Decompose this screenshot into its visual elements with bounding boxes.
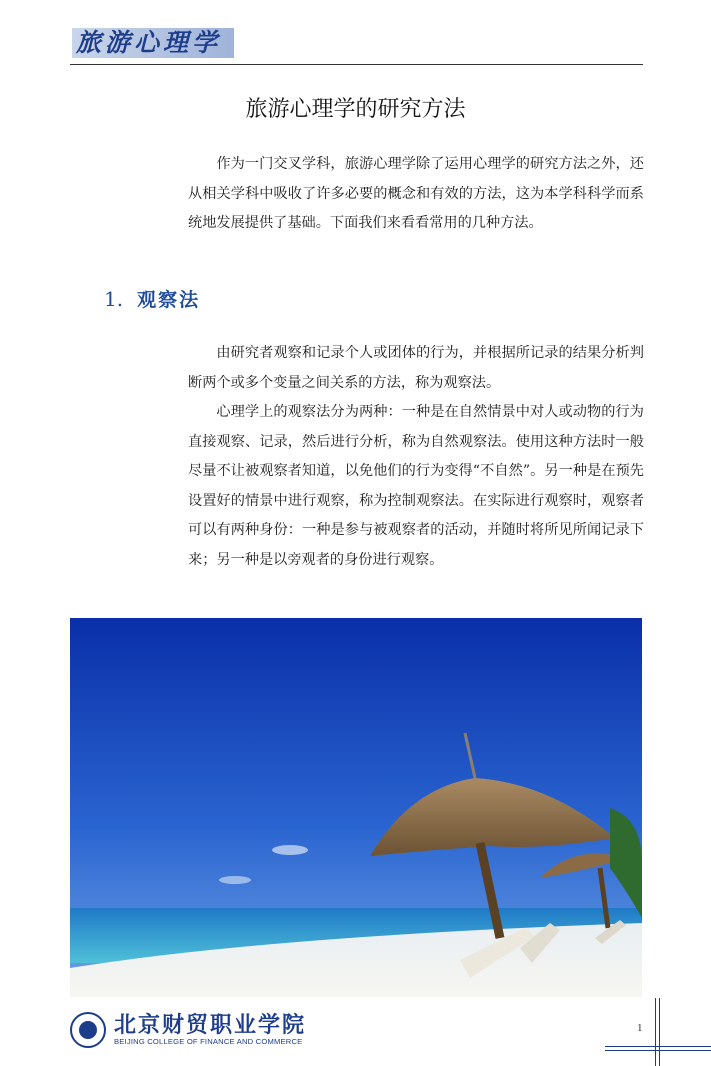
section-paragraph-2: 心理学上的观察法分为两种：一种是在自然情景中对人或动物的行为直接观察、记录，然后进行分析，称为自然观察法。使用这种方法时一般尽量不让被观察者知道，以免他们的行为变得“不自然”。另一种是在预先设置好的情景中进行观察，称为控制观察法。在实际进行观察时，观察者可以有两种身份：一种是参与被观察者的活动，并随时将所见所闻记录下来；另一种是以旁观者的身份进行观察。: [188, 404, 644, 568]
college-name-en: BEIJING COLLEGE OF FINANCE AND COMMERCE: [114, 1037, 303, 1046]
section-heading: [104, 285, 200, 315]
section-number: 1.: [104, 287, 124, 311]
header-rule: [70, 64, 643, 65]
college-name-cn: 北京财贸职业学院: [114, 1012, 307, 1038]
corner-line: [655, 998, 656, 1066]
section-title: 观察法: [137, 289, 201, 311]
corner-line: [605, 1050, 711, 1051]
corner-line: [659, 998, 660, 1066]
page-number: 1: [637, 1022, 643, 1034]
college-logo: [70, 1010, 306, 1050]
header-title: 旅游心理学: [72, 28, 234, 58]
college-seal-icon: [70, 1012, 106, 1048]
section-paragraph-1: 由研究者观察和记录个人或团体的行为，并根据所记录的结果分析判断两个或多个变量之间关系的方法，称为观察法。: [188, 345, 644, 391]
page-title: 旅游心理学的研究方法: [245, 97, 466, 122]
intro-paragraph: 作为一门交叉学科，旅游心理学除了运用心理学的研究方法之外，还从相关学科中吸收了许多必要的概念和有效的方法，这为本学科科学而系统地发展提供了基础。下面我们来看看常用的几种方法。: [188, 156, 644, 232]
corner-line: [605, 1046, 711, 1047]
beach-photo: [70, 618, 642, 997]
